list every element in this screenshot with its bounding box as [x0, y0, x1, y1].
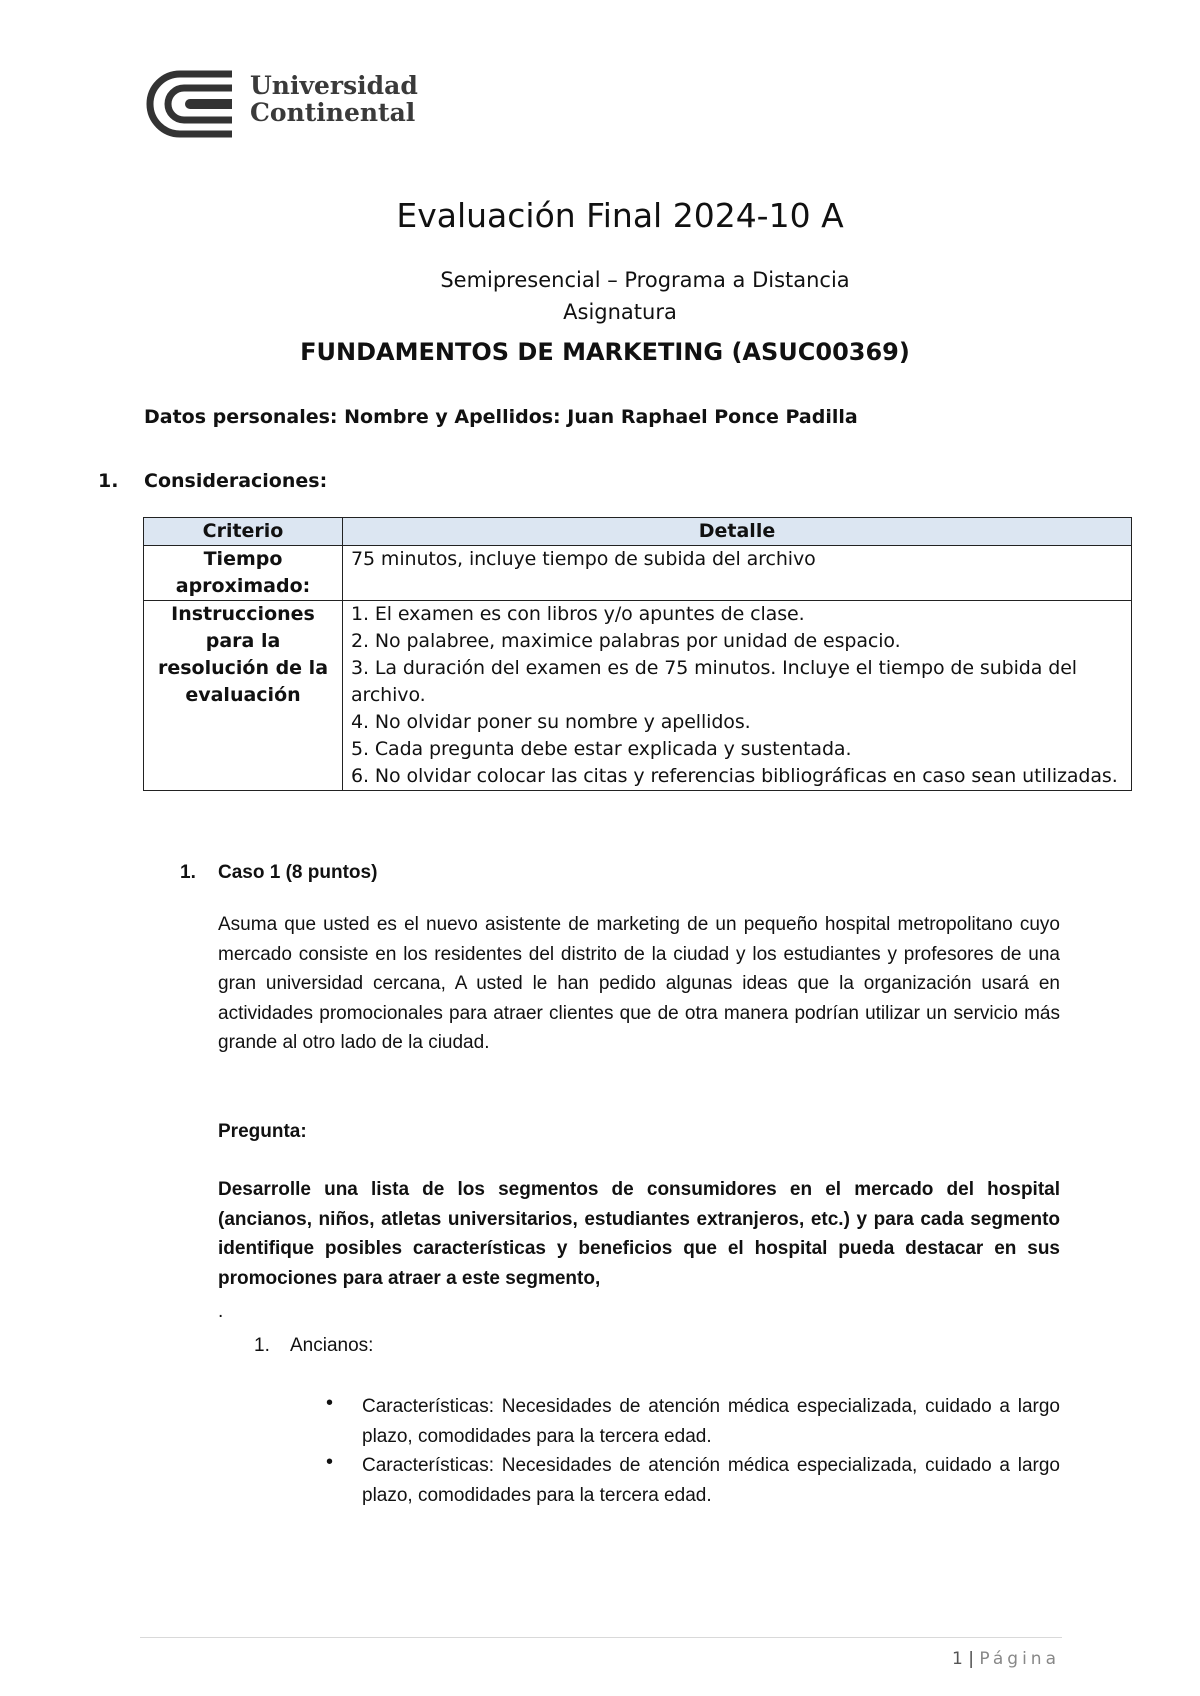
page-label: Página — [979, 1649, 1060, 1669]
row-time-detail: 75 minutos, incluye tiempo de subida del archivo — [343, 546, 1132, 601]
row-instructions-detail — [343, 601, 1132, 791]
personal-data: Datos personales: Nombre y Apellidos: Juan Raphael Ponce Padilla — [144, 406, 858, 428]
table-header-row — [144, 518, 1132, 546]
university-logo — [142, 68, 418, 140]
separator-dot: . — [218, 1301, 224, 1322]
modality-subtitle: Semipresencial – Programa a Distancia — [440, 268, 850, 292]
header-criterio: Criterio — [144, 518, 343, 546]
logo-line-2: Continental — [250, 98, 416, 127]
course-title: FUNDAMENTOS DE MARKETING (ASUC00369) — [300, 338, 910, 366]
header-detalle: Detalle — [343, 518, 1132, 546]
table-row — [144, 546, 1132, 601]
table-row — [144, 601, 1132, 791]
instruction-item: 1. El examen es con libros y/o apuntes de clase. — [351, 603, 805, 625]
logo-wordmark — [250, 72, 418, 126]
page-number: 1 — [952, 1649, 963, 1669]
question-label: Pregunta: — [218, 1121, 307, 1142]
instruction-item: 5. Cada pregunta debe estar explicada y sustentada. — [351, 738, 852, 760]
page-footer — [952, 1649, 1060, 1669]
section-title: Consideraciones: — [144, 470, 328, 492]
section-number: 1. — [98, 470, 119, 492]
bullet-icon: • — [326, 1451, 334, 1473]
case-title: Caso 1 (8 puntos) — [218, 862, 378, 883]
instruction-item: 3. La duración del examen es de 75 minutos. Incluye el tiempo de subida del archivo. — [351, 657, 1077, 706]
instruction-item: 6. No olvidar colocar las citas y referencias bibliográficas en caso sean utilizadas. — [351, 765, 1118, 787]
row-time-label: Tiempo aproximado: — [144, 546, 343, 601]
exam-title: Evaluación Final 2024-10 A — [396, 196, 844, 235]
list-item: Características: Necesidades de atención médica especializada, cuidado a largo plazo, comodidades para la tercera edad. — [362, 1396, 1060, 1447]
criteria-table — [143, 517, 1132, 791]
university-logo-icon — [142, 68, 242, 140]
list-item: Características: Necesidades de atención médica especializada, cuidado a largo plazo, comodidades para la tercera edad. — [362, 1455, 1060, 1506]
answer-title: Ancianos: — [290, 1335, 374, 1356]
instruction-item: 4. No olvidar poner su nombre y apellidos. — [351, 711, 751, 733]
case-number: 1. — [180, 862, 196, 883]
answer-number: 1. — [254, 1335, 270, 1356]
subject-label: Asignatura — [563, 300, 677, 324]
instruction-item: 2. No palabree, maximice palabras por unidad de espacio. — [351, 630, 901, 652]
logo-line-1: Universidad — [250, 71, 418, 100]
case-body: Asuma que usted es el nuevo asistente de marketing de un pequeño hospital metropolitano cuyo mercado consiste en los residentes del distrito de la ciudad y los estudiantes y profesores de una gran universidad cercana, A usted le han pedido algunas ideas que la organización usará en actividades promocionales para atraer clientes que de otra manera podrían utilizar un servicio más grande al otro lado de la ciudad. — [218, 914, 1060, 1053]
footer-divider — [140, 1637, 1062, 1638]
question-text: Desarrolle una lista de los segmentos de consumidores en el mercado del hospital (ancianos, niños, atletas universitarios, estudiantes extranjeros, etc.) y para cada segmento identifique posibles características y beneficios que el hospital pueda destacar en sus promociones para atraer a este segmento, — [218, 1179, 1060, 1289]
bullet-icon: • — [326, 1392, 334, 1414]
footer-separator: | — [968, 1649, 974, 1669]
row-instructions-label: Instrucciones para la resolución de la evaluación — [144, 601, 343, 791]
